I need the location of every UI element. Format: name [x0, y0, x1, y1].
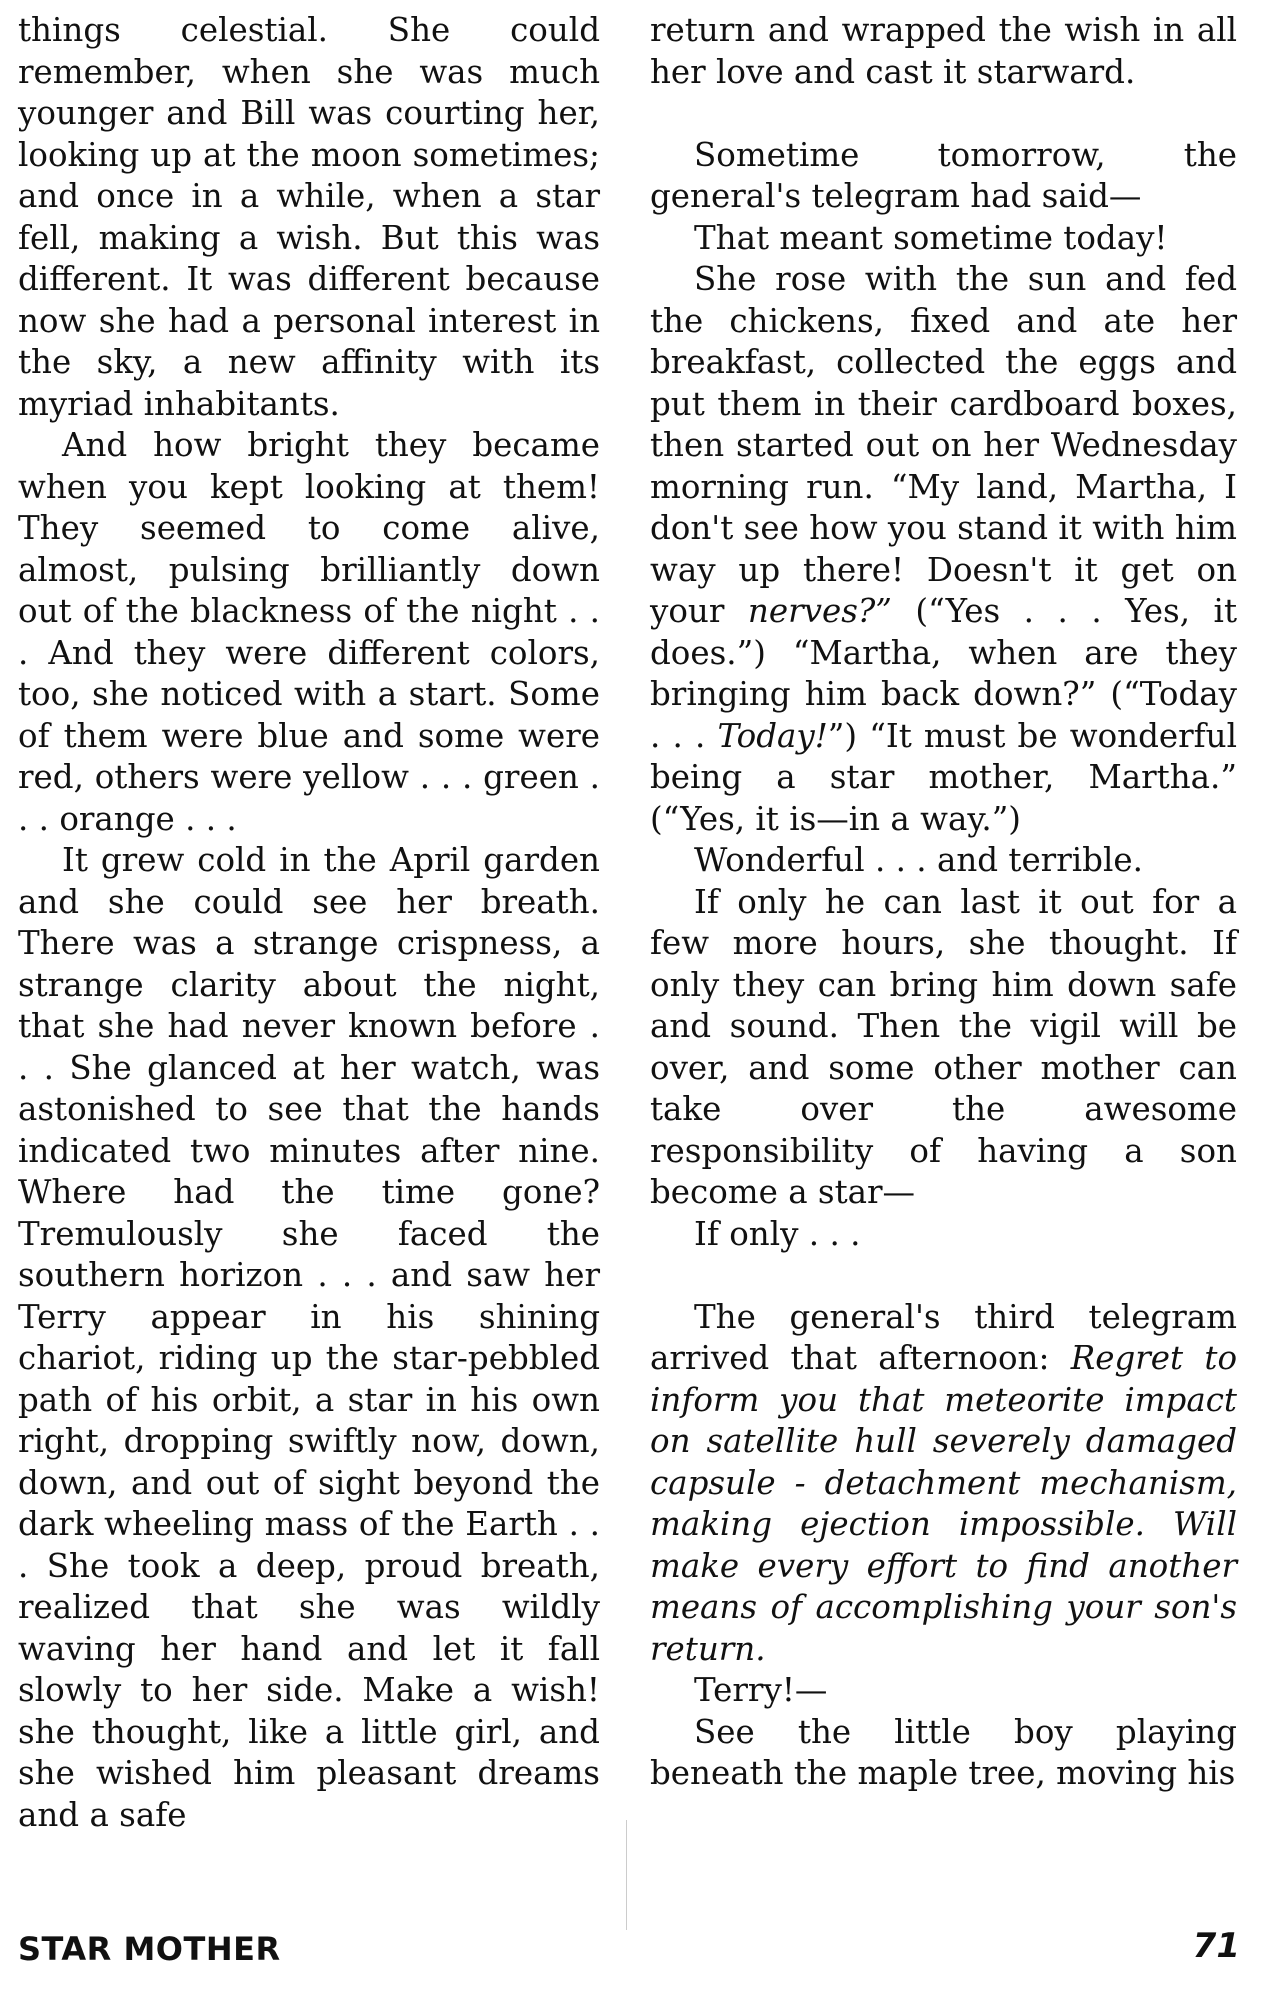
section-break — [650, 93, 1237, 135]
text-run: (“Yes . . . Yes, it does.”) “Martha, when are they bringing him back down?” (“Today . . . — [650, 592, 1237, 755]
paragraph: And how bright they became when you kept looking at them! They seemed to come alive, almost, pulsing brilliantly down out of the blackness of the night . . . And they were different colors, too, she noticed with a start. Some of them were blue and some were red, others were yellow . . . green . . . orange . . . — [18, 426, 600, 838]
paragraph: If only . . . — [694, 1214, 861, 1253]
paragraph: See the little boy playing beneath the maple tree, moving his — [650, 1712, 1237, 1792]
text-run: ”) “It must be wonderful being a star mother, Martha.” (“Yes, it is—in a way.”) — [650, 716, 1237, 838]
italic-text: nerves?” — [747, 592, 892, 630]
right-column — [650, 10, 1237, 1795]
paragraph: Wonderful . . . and terrible. — [694, 841, 1143, 879]
page-number: 71 — [1192, 1926, 1240, 1966]
paragraph: return and wrapped the wish in all her love and cast it starward. — [650, 11, 1237, 91]
paragraph: Sometime tomorrow, the general's telegram had said— — [650, 135, 1237, 215]
paragraph: Terry!— — [694, 1671, 828, 1709]
telegram-text: Regret to inform you that meteorite impact on satellite hull severely damaged capsule - detachment mechanism, making ejection impossible. Will make every effort to find another means of accomplishing your son's return. — [650, 1339, 1238, 1668]
paragraph: If only he can last it out for a few more hours, she thought. If only they can bring him down safe and sound. Then the vigil will be over, and some other mother can take over the awesome responsibility of having a son become a star— — [650, 882, 1237, 1211]
section-break — [650, 1255, 1237, 1297]
paragraph: That meant sometime today! — [694, 218, 1168, 257]
left-column — [18, 10, 600, 1836]
paragraph: things celestial. She could remember, when she was much younger and Bill was courting her, looking up at the moon sometimes; and once in a while, when a star fell, making a wish. But this was different. It was different because now she had a personal interest in the sky, a new affinity with its myriad inhabitants. — [18, 11, 600, 423]
text-run: The general's third telegram arrived that afternoon: — [650, 1297, 1237, 1377]
running-footer-title: STAR MOTHER — [18, 1930, 281, 1968]
paragraph — [650, 1297, 1237, 1671]
paragraph: It grew cold in the April garden and she could see her breath. There was a strange crispness, a strange clarity about the night, that she had never known before . . . She glanced at her watch, was astonished to see that the hands indicated two minutes after nine. Where had the time gone? Tremulously she faced the southern horizon . . . and saw her Terry appear in his shining chariot, riding up the star-pebbled path of his orbit, a star in his own right, dropping swiftly now, down, down, and out of sight beyond the dark wheeling mass of the Earth . . . She took a deep, proud breath, realized that she was wildly waving her hand and let it fall slowly to her side. Make a wish! she thought, like a little girl, and she wished him pleasant dreams and a safe — [18, 841, 600, 1834]
paragraph — [650, 259, 1237, 840]
text-run: She rose with the sun and fed the chickens, fixed and ate her breakfast, collected the eggs and put them in their cardboard boxes, then started out on her Wednesday morning run. “My land, Martha, I don't see how you stand it with him way up there! Doesn't it get on your — [650, 260, 1237, 630]
italic-text: Today! — [717, 716, 828, 755]
column-divider — [626, 1820, 627, 1930]
